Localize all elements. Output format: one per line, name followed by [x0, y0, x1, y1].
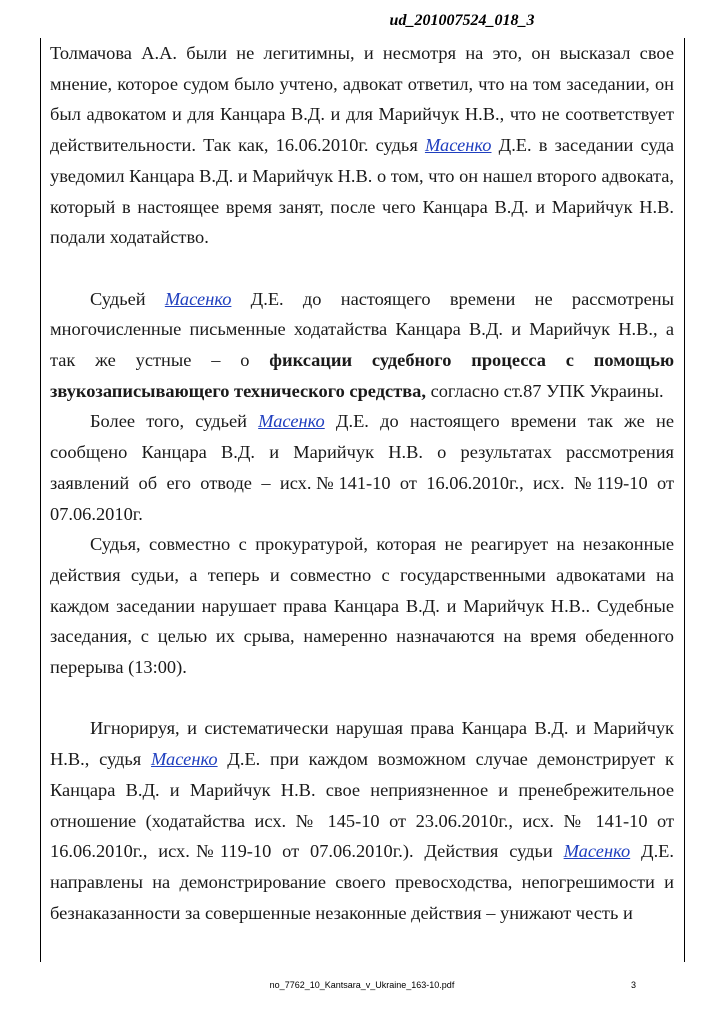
paragraph-5: Игнорируя, и систематически нарушая права Канцара В.Д. и Марийчук Н.В., судья Масенко Д.Е. при каждом возможном случае демонстрирует к Канцара В.Д. и Марийчук Н.В. свое неприязненное и пренебрежительное отношение (ходатайства исх. № 145-10 от 23.06.2010г., исх. № 141-10 от 16.06.2010г., исх.№119-10 от 07.06.2010г.). Действия судьи Масенко Д.Е. направлены на демонстрирование своего превосходства, непогрешимости и безнаказанности за совершенные незаконные действия – унижают честь и [50, 718, 674, 923]
paragraph-3: Более того, судьей Масенко Д.Е. до настоящего времени так же не сообщено Канцара В.Д. и Марийчук Н.В. о результатах рассмотрения заявлений об его отводе – исх.№141-10 от 16.06.2010г., исх. №119-10 от 07.06.2010г. [50, 411, 674, 524]
paragraph-1: Толмачова А.А. были не легитимны, и несмотря на это, он высказал свое мнение, которое судом было учтено, адвокат ответил, что на том заседании, он был адвокатом и для Канцара В.Д. и для Марийчук Н.В., что не соответствует действительности. Так как, 16.06.2010г. судья Масенко Д.Е. в заседании суда уведомил Канцара В.Д. и Марийчук Н.В. о том, что он нашел второго адвоката, который в настоящее время занят, после чего Канцара В.Д. и Марийчук Н.В. подали ходатайство. [50, 43, 674, 248]
judge-name-link[interactable]: Масенко [164, 288, 232, 309]
footer-page-number: 3 [631, 980, 637, 990]
page-right-border [684, 38, 685, 962]
paragraph-4: Судья, совместно с прокуратурой, которая не реагирует на незаконные действия судьи, а теперь и совместно с государственными адвокатами на каждом заседании нарушает права Канцара В.Д. и Марийчук Н.В.. Судебные заседания, с целью их срыва, намеренно назначаются на время обеденного перерыва (13:00). [50, 534, 674, 678]
bold-phrase: фиксации судебного процесса с помощью звукозаписывающего технического средства, [50, 350, 674, 401]
footer-filename: no_7762_10_Kantsara_v_Ukraine_163-10.pdf [269, 980, 455, 990]
judge-name-link[interactable]: Масенко [563, 841, 631, 862]
document-body [50, 38, 674, 928]
paragraph-2: Судьей Масенко Д.Е. до настоящего времени не рассмотрены многочисленные письменные ходатайства Канцара В.Д. и Марийчук Н.В., а так же устные – о фиксации судебного процесса с помощью звукозаписывающего технического средства, согласно ст.87 УПК Украины. [50, 288, 674, 401]
judge-name-link[interactable]: Масенко [258, 411, 325, 432]
judge-name-link[interactable]: Масенко [424, 135, 492, 156]
document-id-header: ud_201007524_018_3 [389, 12, 535, 29]
judge-name-link[interactable]: Масенко [151, 749, 218, 770]
page-left-border [40, 38, 41, 962]
